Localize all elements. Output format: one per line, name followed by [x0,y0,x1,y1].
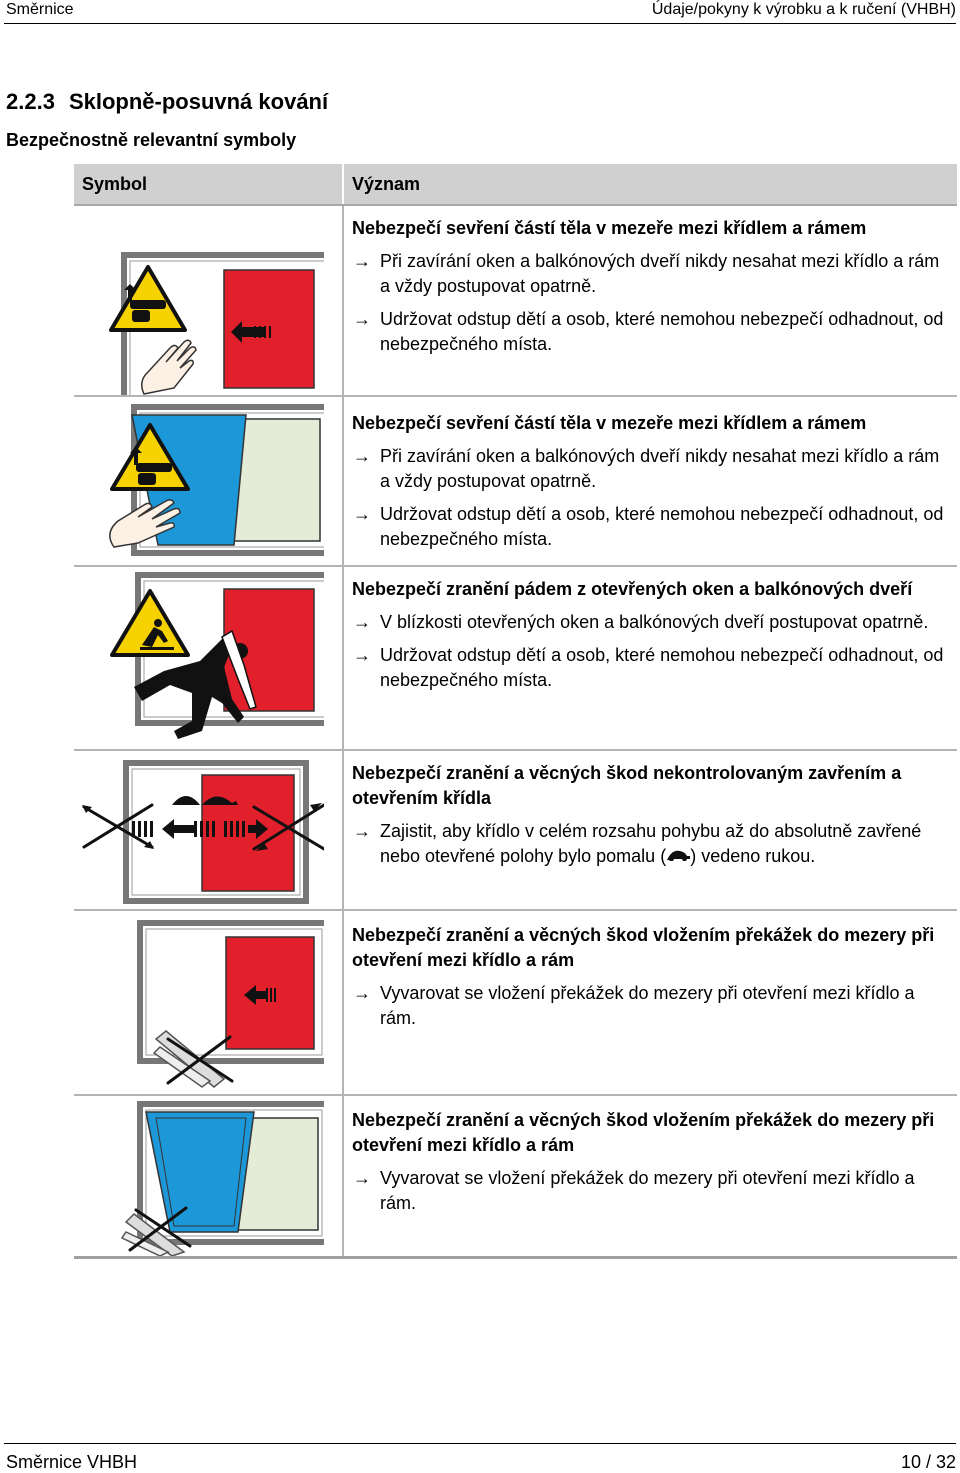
obstacle-icon [74,911,324,1094]
row-title: Nebezpečí zranění pádem z otevřených oken a balkónových dveří [352,579,913,599]
bullet-item [352,307,949,357]
page-number: 10 / 32 [900,1452,956,1472]
bullet-text: Zajistit, aby křídlo v celém rozsahu pohybu až do absolutně zavřené nebo otevřené polohy bylo pomalu ( [380,821,922,866]
symbol-cell [74,396,343,566]
footer-doc-name: Směrnice VHBH [6,1452,138,1472]
header-rule [4,23,956,24]
symbol-cell [74,205,343,396]
arrow-icon: → [353,612,371,632]
table-header-row [74,164,957,205]
slow-turtle-icon [666,849,690,863]
symbol-cell [74,910,343,1095]
bullet-text: ) vedeno rukou. [690,846,816,866]
bullet-item [352,502,949,552]
row-title: Nebezpečí zranění a věcných škod vložením překážek do mezery při otevření mezi křídlo a rám [352,925,935,970]
bullet-item [352,981,949,1031]
meaning-cell [343,396,957,566]
arrow-icon: → [353,504,371,524]
table-row [74,750,957,910]
header-doc-subject: Údaje/pokyny k výrobku a k ručení (VHBH) [651,1,956,18]
row-title: Nebezpečí sevření částí těla v mezeře mezi křídlem a rámem [352,413,867,433]
row-title: Nebezpečí zranění a věcných škod vložením překážek do mezery při otevření mezi křídlo a rám [352,1110,935,1155]
table-row [74,205,957,396]
bullet-text: V blízkosti otevřených oken a balkónových dveří postupovat opatrně. [380,612,929,632]
bullet-text: Při zavírání oken a balkónových dveří nikdy nesahat mezi křídlo a rám a vždy postupovat opatrně. [380,446,940,491]
fall-hazard-icon [74,567,324,749]
bullet-item [352,1166,949,1216]
symbol-cell [74,566,343,750]
meaning-cell [343,205,957,396]
arrow-icon: → [353,309,371,329]
pinch-hazard-icon [74,397,324,565]
section-number: 2.2.3 [6,89,55,114]
symbol-cell [74,1095,343,1258]
meaning-cell [343,750,957,910]
arrow-icon: → [353,251,371,271]
meaning-cell [343,910,957,1095]
arrow-icon: → [353,983,371,1003]
arrow-icon: → [353,1168,371,1188]
col-header-meaning: Význam [343,164,957,205]
arrow-icon: → [353,446,371,466]
arrow-icon: → [353,821,371,841]
bullet-text: Vyvarovat se vložení překážek do mezery při otevření mezi křídlo a rám. [380,983,915,1028]
pinch-hazard-icon [74,206,324,395]
bullet-text: Vyvarovat se vložení překážek do mezery při otevření mezi křídlo a rám. [380,1168,915,1213]
bullet-text: Udržovat odstup dětí a osob, které nemohou nebezpečí odhadnout, od nebezpečného místa. [380,504,944,549]
bullet-text: Udržovat odstup dětí a osob, které nemohou nebezpečí odhadnout, od nebezpečného místa. [380,309,944,354]
bullet-item [352,610,949,635]
col-header-symbol: Symbol [74,164,343,205]
symbol-cell [74,750,343,910]
header-doc-name: Směrnice [6,1,74,18]
table-row [74,910,957,1095]
meaning-cell [343,1095,957,1258]
table-row [74,566,957,750]
bullet-item [352,819,949,869]
row-title: Nebezpečí sevření částí těla v mezeře mezi křídlem a rámem [352,218,867,238]
subtitle: Bezpečnostně relevantní symboly [6,130,297,150]
bullet-item [352,643,949,693]
row-title: Nebezpečí zranění a věcných škod nekontrolovaným zavřením a otevřením křídla [352,763,902,808]
section-title-text: Sklopně-posuvná kování [68,89,329,114]
bullet-text: Udržovat odstup dětí a osob, které nemohou nebezpečí odhadnout, od nebezpečného místa. [380,645,944,690]
slow-turtle-icon [74,751,324,909]
meaning-cell [343,566,957,750]
bullet-text: Při zavírání oken a balkónových dveří nikdy nesahat mezi křídlo a rám a vždy postupovat opatrně. [380,251,940,296]
table-row [74,1095,957,1258]
footer-rule [4,1443,956,1444]
table-row [74,396,957,566]
obstacle-icon [74,1096,324,1256]
section-title [6,89,328,115]
bullet-item [352,444,949,494]
bullet-item [352,249,949,299]
arrow-icon: → [353,645,371,665]
symbol-table [74,164,957,1259]
